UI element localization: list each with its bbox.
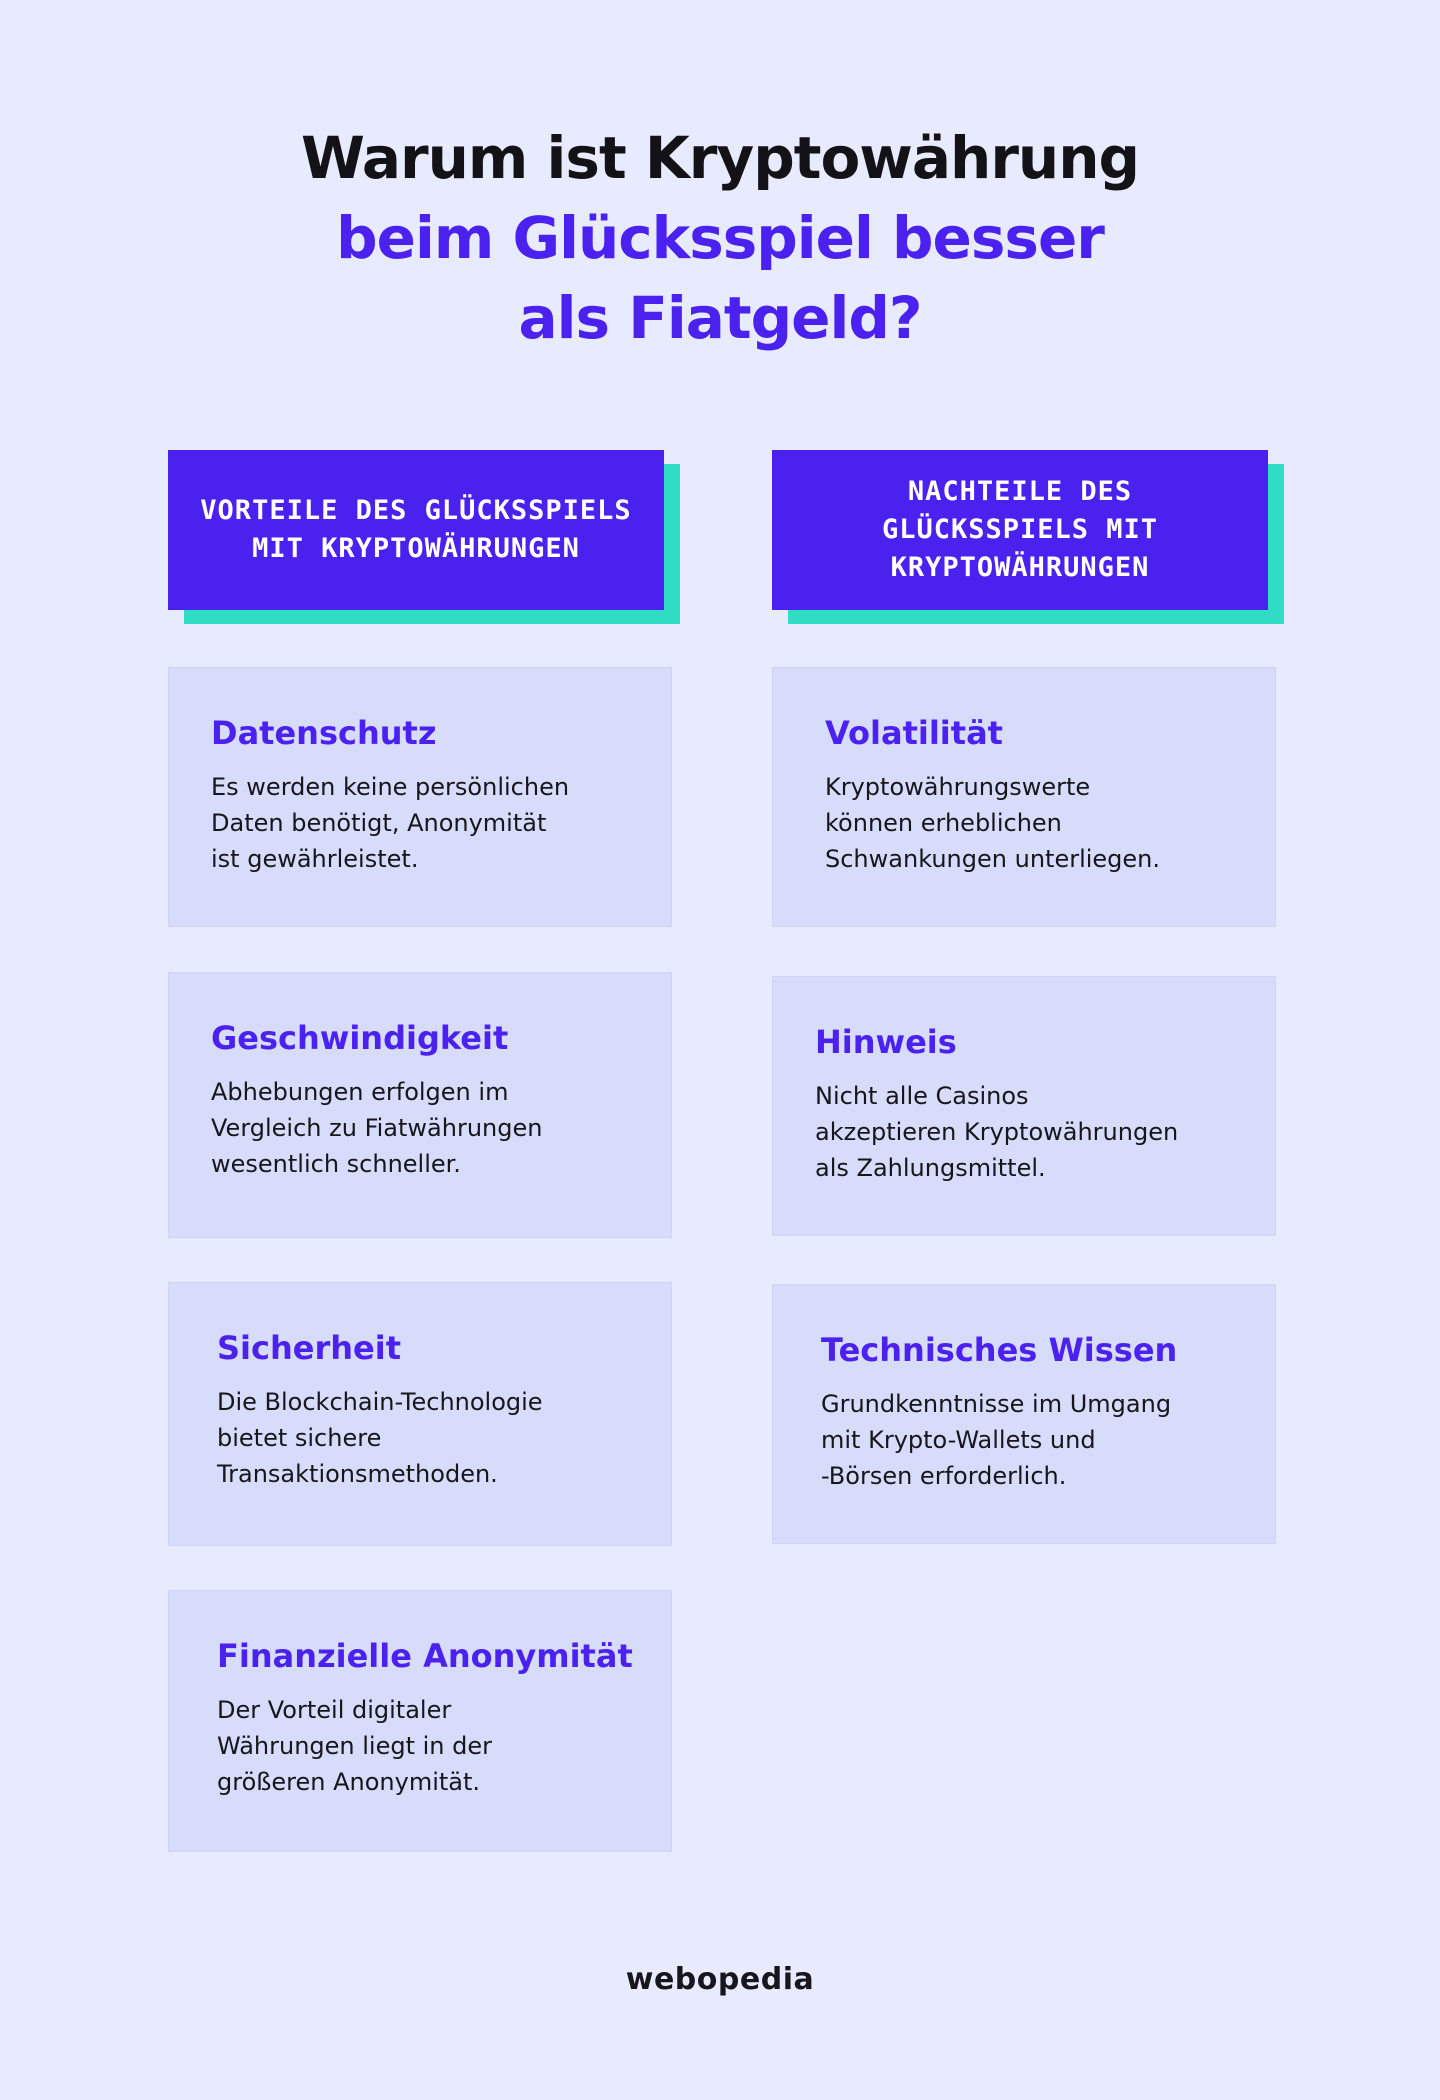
webopedia-logo: webopedia — [625, 1962, 815, 1997]
card-title: Sicherheit — [217, 1329, 401, 1367]
page-title — [0, 118, 1440, 358]
card-text: Der Vorteil digitaler Währungen liegt in der größeren Anonymität. — [217, 1696, 492, 1796]
pros-header-label: VORTEILE DES GLÜCKSSPIELS MIT KRYPTOWÄHRUNGEN — [168, 450, 664, 610]
pro-card-datenschutz — [168, 667, 672, 927]
card-title: Volatilität — [825, 714, 1003, 752]
card-text: Nicht alle Casinos akzeptieren Kryptowährungen als Zahlungsmittel. — [815, 1082, 1179, 1182]
pro-card-geschwindigkeit — [168, 972, 672, 1238]
card-title: Technisches Wissen — [821, 1331, 1178, 1369]
card-title: Datenschutz — [211, 714, 437, 752]
title-line-3: als Fiatgeld? — [518, 284, 922, 352]
pros-column-header — [168, 450, 664, 610]
title-line-1: Warum ist Kryptowährung — [300, 124, 1140, 192]
title-line-2: beim Glücksspiel besser — [336, 204, 1104, 272]
con-card-volatilitaet — [772, 667, 1276, 927]
card-title: Finanzielle Anonymität — [217, 1637, 633, 1675]
card-text: Es werden keine persönlichen Daten benötigt, Anonymität ist gewährleistet. — [211, 773, 570, 873]
card-text: Abhebungen erfolgen im Vergleich zu Fiatwährungen wesentlich schneller. — [211, 1078, 543, 1178]
pro-card-finanzielle-anonymitaet — [168, 1590, 672, 1852]
card-title: Hinweis — [815, 1023, 957, 1061]
card-text: Grundkenntnisse im Umgang mit Krypto-Wallets und -Börsen erforderlich. — [821, 1390, 1172, 1490]
card-title: Geschwindigkeit — [211, 1019, 509, 1057]
cons-header-label: NACHTEILE DES GLÜCKSSPIELS MIT KRYPTOWÄHRUNGEN — [772, 450, 1268, 610]
cons-column-header — [772, 450, 1268, 610]
card-text: Die Blockchain-Technologie bietet sichere Transaktionsmethoden. — [217, 1388, 543, 1488]
con-card-technisches-wissen — [772, 1284, 1276, 1544]
pro-card-sicherheit — [168, 1282, 672, 1546]
card-text: Kryptowährungswerte können erheblichen Schwankungen unterliegen. — [825, 773, 1161, 873]
con-card-hinweis — [772, 976, 1276, 1236]
